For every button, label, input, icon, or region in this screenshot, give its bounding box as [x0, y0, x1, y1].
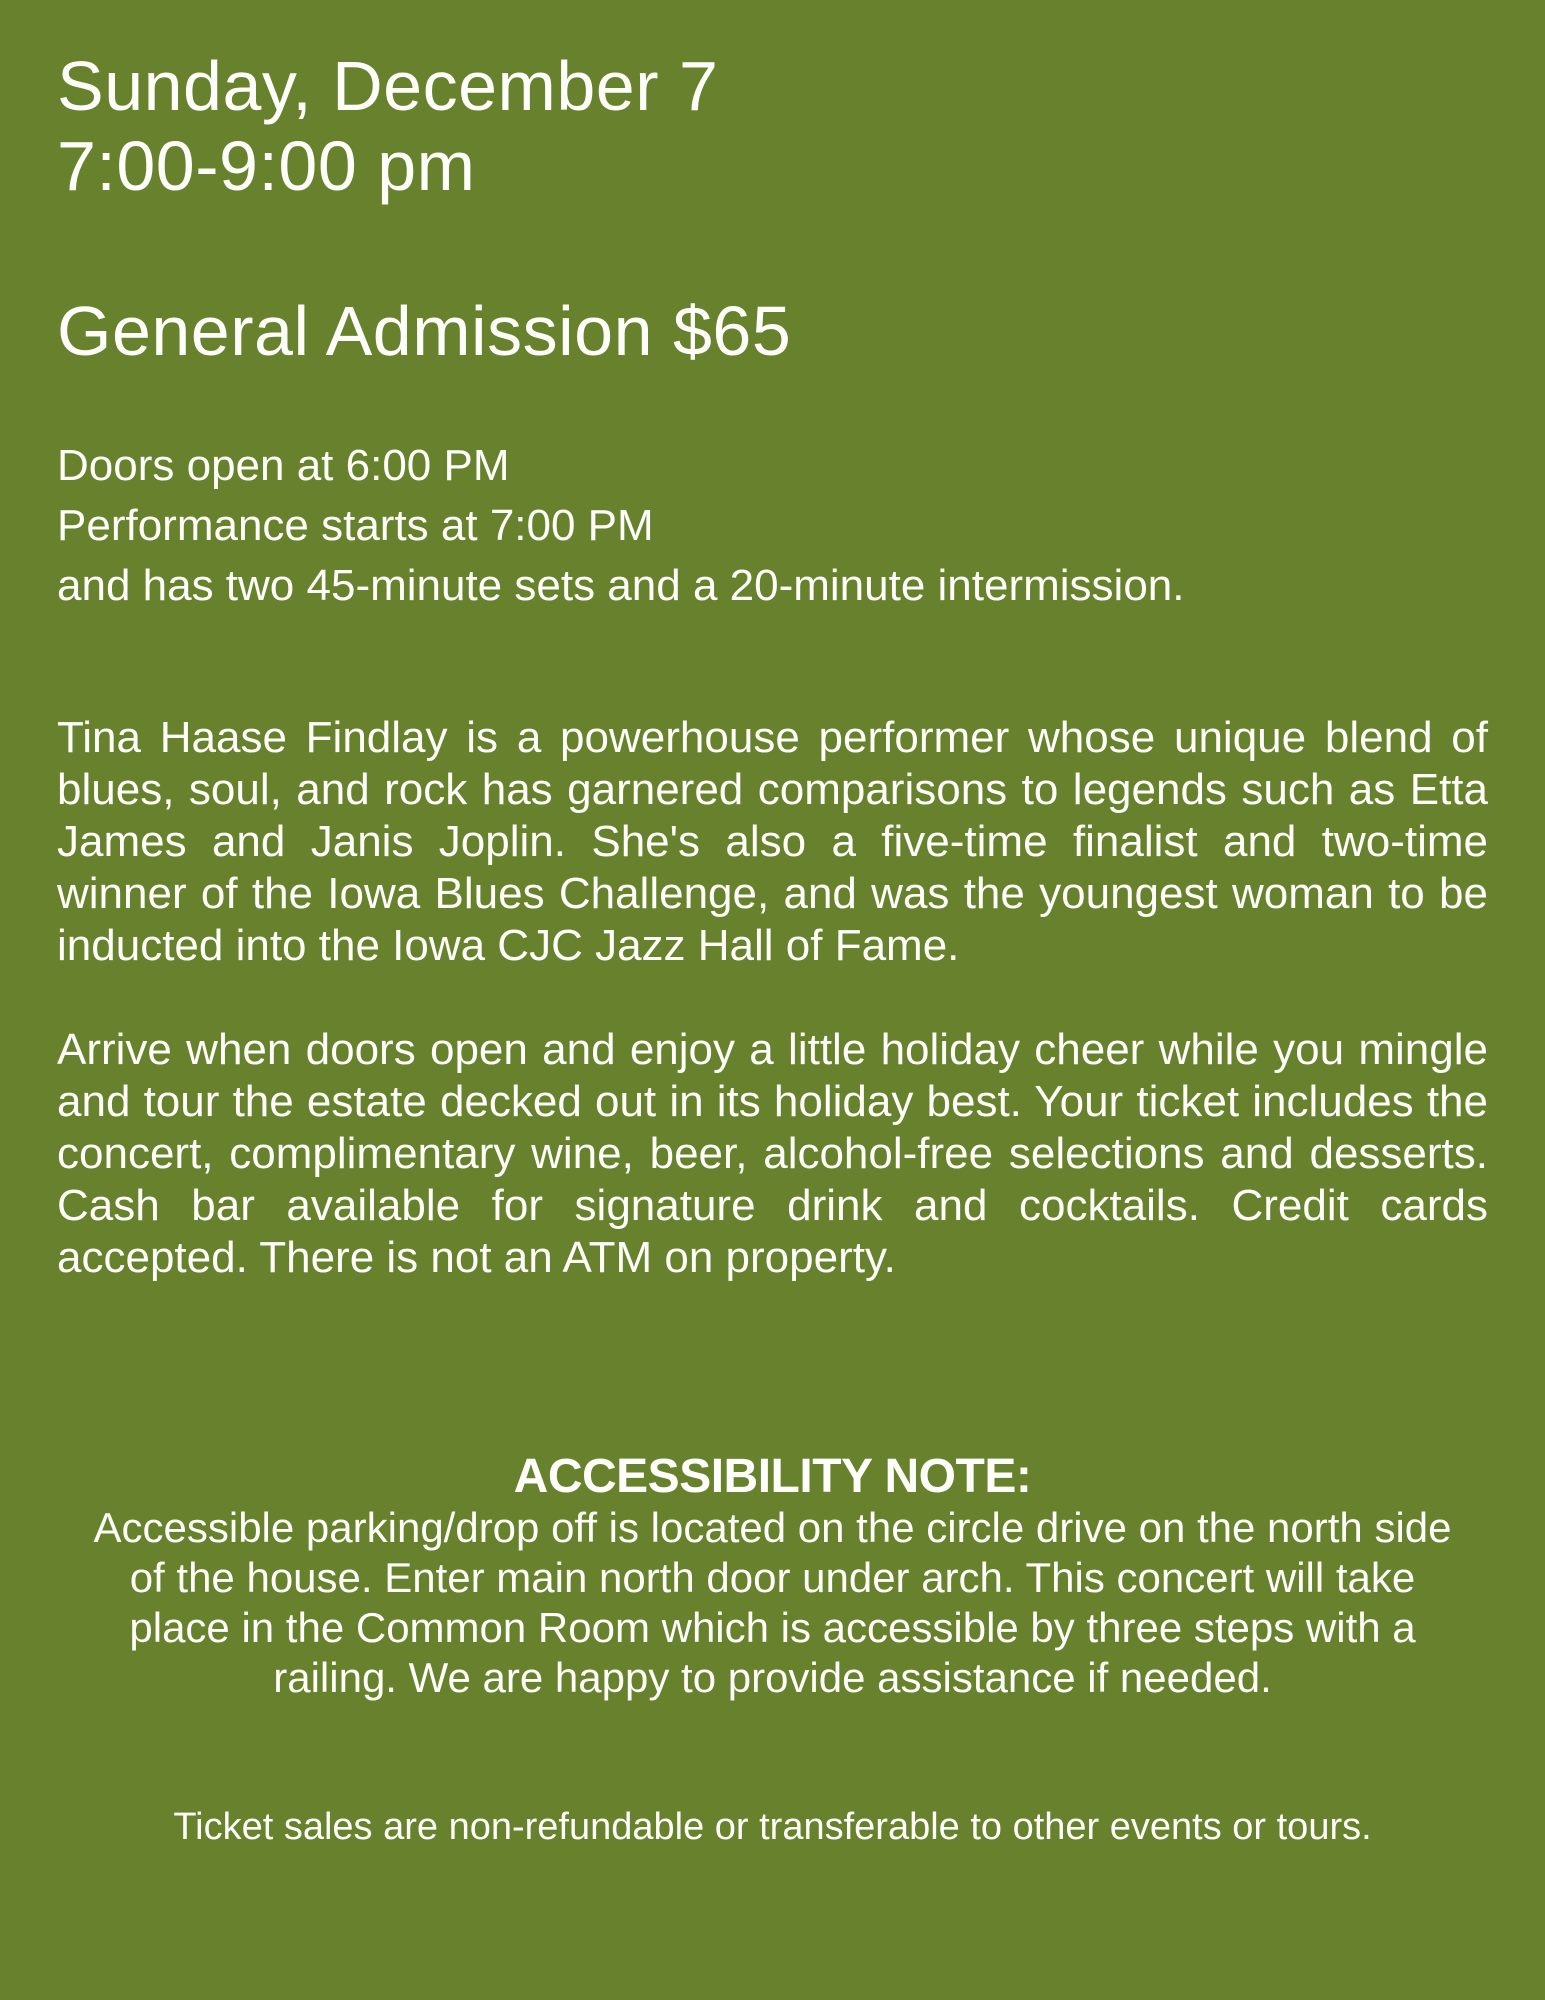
event-time-line: 7:00-9:00 pm	[57, 127, 476, 205]
ticket-policy-note: Ticket sales are non-refundable or transferable to other events or tours.	[173, 1806, 1372, 1848]
sets-intermission-line: and has two 45-minute sets and a 20-minute intermission.	[57, 561, 1185, 610]
performance-start-line: Performance starts at 7:00 PM	[57, 501, 654, 550]
event-datetime-heading	[57, 46, 1488, 206]
event-experience-paragraph: Arrive when doors open and enjoy a little holiday cheer while you mingle and tour the estate decked out in its holiday best. Your ticket includes the concert, complimentary wine, beer, alcohol-free selections and desserts. Cash bar available for signature drink and cocktails. Credit cards accepted. There is not an ATM on property.	[57, 1025, 1488, 1282]
accessibility-note-section	[57, 1451, 1488, 1703]
schedule-info	[57, 436, 1488, 616]
doors-open-line: Doors open at 6:00 PM	[57, 441, 510, 490]
accessibility-note-title: ACCESSIBILITY NOTE:	[513, 1450, 1032, 1503]
artist-description-paragraph: Tina Haase Findlay is a powerhouse performer whose unique blend of blues, soul, and rock has garnered comparisons to legends such as Etta James and Janis Joplin. She's also a five-time finalist and two-time winner of the Iowa Blues Challenge, and was the youngest woman to be inducted into the Iowa CJC Jazz Hall of Fame.	[57, 713, 1488, 970]
event-date-line: Sunday, December 7	[57, 47, 719, 125]
admission-price-heading: General Admission $65	[57, 292, 792, 370]
accessibility-note-body: Accessible parking/drop off is located on the circle drive on the north side of the house. Enter main north door under arch. This concert will take place in the Common Room which is accessible by three steps with a railing. We are happy to provide assistance if needed.	[93, 1504, 1452, 1701]
